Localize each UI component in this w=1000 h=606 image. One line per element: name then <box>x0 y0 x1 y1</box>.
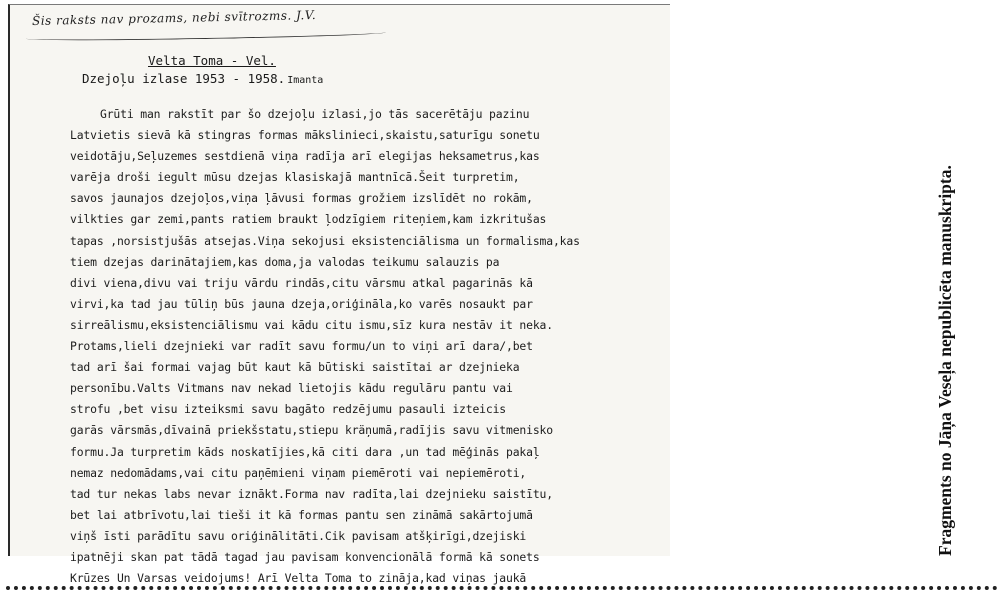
manuscript-line: Krūzes Un Varsas veidojums! Arī Velta Toma to zināja,kad viņas jaukā <box>70 571 527 586</box>
manuscript-line: tad arī šai formai vajag būt kaut kā būtiski saistītai ar dzejnieka <box>70 360 520 375</box>
dotted-divider <box>6 586 998 590</box>
manuscript-line: tiem dzejas darinātajiem,kas doma,ja valodas teikumu salauzis pa <box>70 254 500 269</box>
manuscript-line: Latvietis sievā kā stingras formas mākslinieci,skaistu,saturīgu sonetu <box>70 128 540 143</box>
annotation-underline <box>26 29 386 42</box>
manuscript-line: tad tur nekas labs nevar iznākt.Forma nav radīta,lai dzejnieku saistītu, <box>70 486 553 501</box>
manuscript-line: savos jaunajos dzejoļos,viņa ļāvusi formas grožiem izslīdēt no rokām, <box>70 191 533 206</box>
manuscript-line: varēja droši iegult mūsu dzejas klasiskajā mantnīcā.Šeit turpretim, <box>70 170 520 185</box>
manuscript-scan <box>8 4 670 586</box>
manuscript-line: virvi,ka tad jau tūliņ būs jauna dzeja,oriģināla,ko varēs nosaukt par <box>70 296 533 311</box>
manuscript-line: personību.Valts Vitmans nav nekad lietojis kādu regulāru pantu vai <box>70 381 513 396</box>
handwritten-annotation: Šis raksts nav prozams, nebi svītrozms. J.V. <box>31 8 317 28</box>
manuscript-line: vilkties gar zemi,pants ratiem braukt ļodzīgiem riteņiem,kam izkritušas <box>70 212 547 227</box>
manuscript-line: ipatnēji skan pat tādā tagad jau pavisam konvencionālā formā kā sonets <box>70 549 540 564</box>
manuscript-line: garās vārsmās,dīvainā priekšstatu,stiepu kräņumā,radījis savu vitmenisko <box>70 423 553 438</box>
manuscript-line: tapas ,norsistjušās atsejas.Viņa sekojusi eksistenciālisma un formalisma,kas <box>70 233 580 248</box>
subtitle-text: Dzejoļu izlase 1953 - 1958. <box>82 71 286 86</box>
vertical-caption: Fragments no Jāņa Veseļa nepublicēta manuskripta. <box>935 165 955 556</box>
manuscript-line: Protams,lieli dzejnieki var radīt savu formu/un to viņi arī dara/,bet <box>70 339 533 354</box>
manuscript-line: bet lai atbrīvotu,lai tieši it kā formas pantu sen zināmā sakārtojumā <box>70 507 533 522</box>
manuscript-body <box>70 104 670 589</box>
manuscript-line: viņš īsti parādītu savu oriģinālitāti.Cik pavisam atšķirīgi,dzejiski <box>70 528 527 543</box>
manuscript-title: Velta Toma - Vel. <box>148 53 276 68</box>
manuscript-line: formu.Ja turpretim kāds noskatījies,kā citi dara ,un tad mēģinās pakaļ <box>70 444 540 459</box>
manuscript-line: nemaz nedomādams,vai citu paņēmieni viņam piemēroti vai nepiemēroti, <box>70 465 527 480</box>
manuscript-line: veidotāju,Seļuzemes sestdienā viņa radīja arī elegijas heksametrus,kas <box>70 149 540 164</box>
subtitle-place: Imanta <box>287 75 324 86</box>
manuscript-line: strofu ,bet visu izteiksmi savu bagāto redzējumu pasauli izteicis <box>70 402 507 417</box>
manuscript-line: Grūti man rakstīt par šo dzejoļu izlasi,jo tās sacerētāju pazinu <box>100 107 530 121</box>
manuscript-line: divi viena,divu vai triju vārdu rindās,citu vārsmu atkal pagarinās kā <box>70 275 533 290</box>
manuscript-line: sirreālismu,eksistenciālismu vai kādu citu ismu,sīz kura nestāv it neka. <box>70 317 553 332</box>
manuscript-subtitle <box>82 71 323 86</box>
